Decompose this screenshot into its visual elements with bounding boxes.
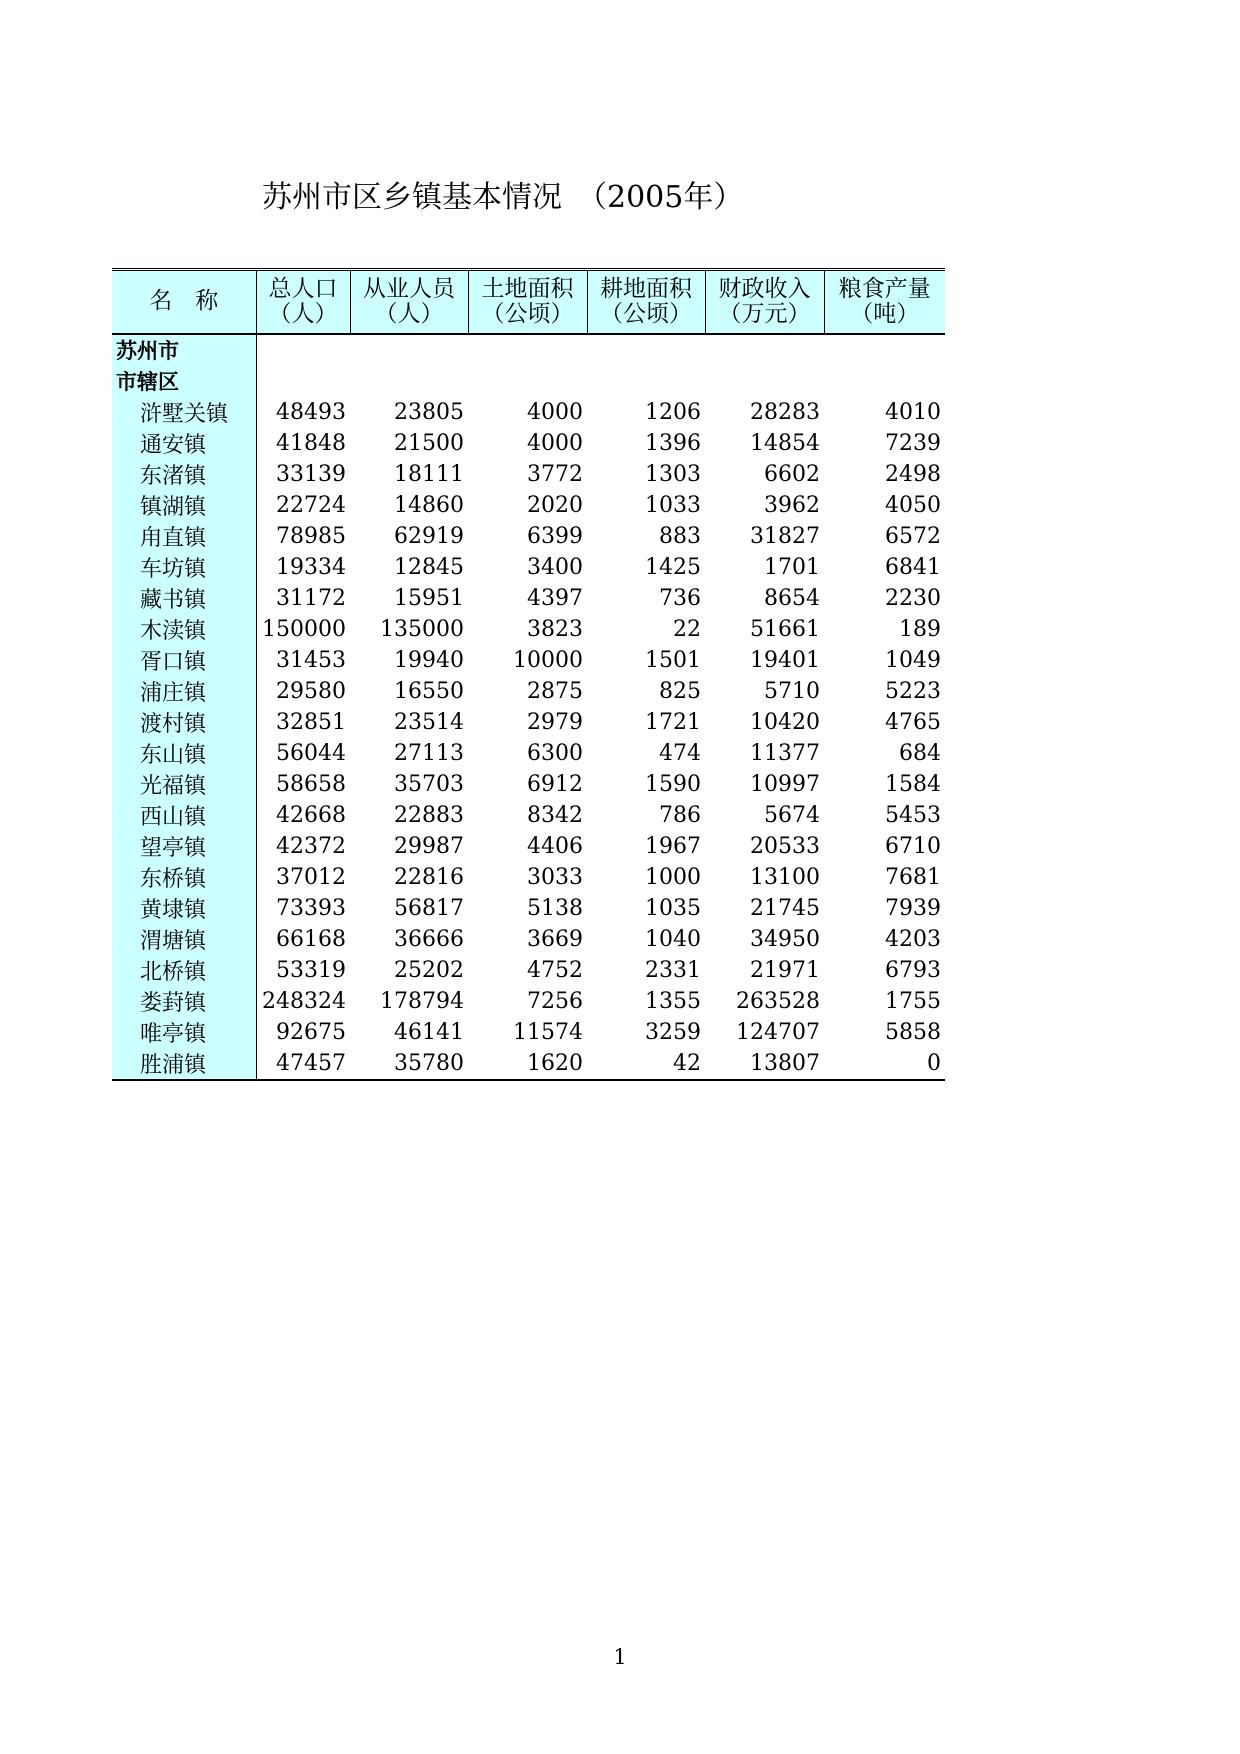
value-cell: 10420 xyxy=(750,709,820,735)
value-cell: 7256 xyxy=(527,988,583,1014)
value-cell: 25202 xyxy=(394,957,464,983)
group-label: 苏州市 xyxy=(112,334,256,366)
town-name: 唯亭镇 xyxy=(112,1017,256,1048)
value-cell: 15951 xyxy=(394,585,464,611)
table-row xyxy=(112,955,945,986)
empty-cell xyxy=(350,366,468,397)
value-cell: 12845 xyxy=(394,554,464,580)
data-table-container xyxy=(112,268,945,1081)
value-cell: 22816 xyxy=(394,864,464,890)
value-cell: 35780 xyxy=(350,1048,468,1080)
value-cell: 78985 xyxy=(276,523,346,549)
empty-cell xyxy=(468,366,587,397)
value-cell: 2875 xyxy=(527,678,583,704)
table-row xyxy=(112,614,945,645)
table-row xyxy=(112,862,945,893)
value-cell: 7681 xyxy=(885,864,941,890)
table-row xyxy=(112,1048,945,1080)
value-cell: 6300 xyxy=(527,740,583,766)
value-cell: 1355 xyxy=(645,988,701,1014)
value-cell: 22 xyxy=(673,616,701,642)
value-cell: 6710 xyxy=(885,833,941,859)
table-row xyxy=(112,459,945,490)
value-cell: 2498 xyxy=(885,461,941,487)
value-cell: 1303 xyxy=(645,461,701,487)
value-cell: 47457 xyxy=(256,1048,350,1080)
column-header-title: 从业人员 xyxy=(363,275,455,302)
town-statistics-table xyxy=(112,268,945,1081)
column-header-title: 总人口 xyxy=(268,275,338,302)
value-cell: 4203 xyxy=(885,926,941,952)
value-cell: 1584 xyxy=(885,771,941,797)
column-header-title: 土地面积 xyxy=(481,275,574,302)
table-row xyxy=(112,583,945,614)
town-name: 通安镇 xyxy=(112,428,256,459)
value-cell: 8654 xyxy=(764,585,820,611)
column-header-title: 财政收入 xyxy=(718,275,811,302)
town-name: 渡村镇 xyxy=(112,707,256,738)
value-cell: 736 xyxy=(659,585,701,611)
value-cell: 19940 xyxy=(394,647,464,673)
table-row xyxy=(112,831,945,862)
value-cell: 62919 xyxy=(394,523,464,549)
value-cell: 53319 xyxy=(276,957,346,983)
value-cell: 42668 xyxy=(276,802,346,828)
empty-cell xyxy=(824,366,945,397)
value-cell: 41848 xyxy=(276,430,346,456)
column-header-1 xyxy=(256,270,350,334)
value-cell: 4397 xyxy=(527,585,583,611)
value-cell: 21745 xyxy=(750,895,820,921)
value-cell: 1755 xyxy=(885,988,941,1014)
table-row xyxy=(112,893,945,924)
column-header-5 xyxy=(705,270,824,334)
value-cell: 4000 xyxy=(527,430,583,456)
table-row xyxy=(112,924,945,955)
value-cell: 4406 xyxy=(527,833,583,859)
value-cell: 1049 xyxy=(885,647,941,673)
value-cell: 1000 xyxy=(645,864,701,890)
town-name: 东渚镇 xyxy=(112,459,256,490)
town-name: 西山镇 xyxy=(112,800,256,831)
town-name: 娄葑镇 xyxy=(112,986,256,1017)
empty-cell xyxy=(587,366,705,397)
value-cell: 31453 xyxy=(276,647,346,673)
value-cell: 16550 xyxy=(394,678,464,704)
value-cell: 27113 xyxy=(394,740,464,766)
value-cell: 8342 xyxy=(527,802,583,828)
value-cell: 6572 xyxy=(885,523,941,549)
town-name: 东桥镇 xyxy=(112,862,256,893)
value-cell: 4010 xyxy=(885,399,941,425)
value-cell: 6793 xyxy=(885,957,941,983)
value-cell: 248324 xyxy=(262,988,346,1014)
table-row xyxy=(112,676,945,707)
empty-cell xyxy=(587,334,705,366)
town-name: 浒墅关镇 xyxy=(112,397,256,428)
value-cell: 23805 xyxy=(394,399,464,425)
empty-cell xyxy=(705,366,824,397)
town-name: 木渎镇 xyxy=(112,614,256,645)
page-title: 苏州市区乡镇基本情况 （2005年） xyxy=(262,180,744,215)
value-cell: 6602 xyxy=(764,461,820,487)
value-cell: 33139 xyxy=(276,461,346,487)
table-row xyxy=(112,800,945,831)
value-cell: 825 xyxy=(659,678,701,704)
value-cell: 20533 xyxy=(750,833,820,859)
town-name: 胜浦镇 xyxy=(112,1048,256,1080)
value-cell: 4000 xyxy=(527,399,583,425)
value-cell: 1590 xyxy=(645,771,701,797)
group-row xyxy=(112,334,945,366)
value-cell: 6399 xyxy=(527,523,583,549)
value-cell: 66168 xyxy=(276,926,346,952)
empty-cell xyxy=(824,334,945,366)
value-cell: 73393 xyxy=(276,895,346,921)
value-cell: 10997 xyxy=(750,771,820,797)
value-cell: 4050 xyxy=(885,492,941,518)
table-row xyxy=(112,769,945,800)
value-cell: 2331 xyxy=(645,957,701,983)
value-cell: 1396 xyxy=(645,430,701,456)
value-cell: 5858 xyxy=(885,1019,941,1045)
column-header-unit: （公顷） xyxy=(481,300,574,327)
value-cell: 1721 xyxy=(645,709,701,735)
value-cell: 11377 xyxy=(750,740,820,766)
column-header-unit: （人） xyxy=(374,300,444,327)
column-header-unit: （吨） xyxy=(850,300,920,327)
value-cell: 28283 xyxy=(750,399,820,425)
value-cell: 178794 xyxy=(380,988,464,1014)
value-cell: 3400 xyxy=(527,554,583,580)
value-cell: 51661 xyxy=(750,616,820,642)
town-name: 甪直镇 xyxy=(112,521,256,552)
table-row xyxy=(112,645,945,676)
value-cell: 5453 xyxy=(885,802,941,828)
column-header-0 xyxy=(112,270,256,334)
table-body xyxy=(112,334,945,1080)
table-row xyxy=(112,707,945,738)
column-header-unit: （万元） xyxy=(718,300,811,327)
value-cell: 7939 xyxy=(885,895,941,921)
table-row xyxy=(112,490,945,521)
value-cell: 1033 xyxy=(645,492,701,518)
value-cell: 13100 xyxy=(750,864,820,890)
value-cell: 150000 xyxy=(262,616,346,642)
value-cell: 5674 xyxy=(764,802,820,828)
town-name: 黄埭镇 xyxy=(112,893,256,924)
group-row xyxy=(112,366,945,397)
column-header-6 xyxy=(824,270,945,334)
value-cell: 3669 xyxy=(527,926,583,952)
value-cell: 5138 xyxy=(527,895,583,921)
value-cell: 21500 xyxy=(394,430,464,456)
column-header-2 xyxy=(350,270,468,334)
value-cell: 35703 xyxy=(394,771,464,797)
town-name: 车坊镇 xyxy=(112,552,256,583)
value-cell: 189 xyxy=(899,616,941,642)
value-cell: 34950 xyxy=(750,926,820,952)
table-row xyxy=(112,521,945,552)
empty-cell xyxy=(256,366,350,397)
town-name: 望亭镇 xyxy=(112,831,256,862)
table-row xyxy=(112,428,945,459)
column-header-unit: （公顷） xyxy=(600,300,692,327)
value-cell: 1206 xyxy=(645,399,701,425)
column-header-title: 粮食产量 xyxy=(838,275,931,302)
value-cell: 14854 xyxy=(750,430,820,456)
value-cell: 18111 xyxy=(394,461,464,487)
column-header-unit: （人） xyxy=(268,300,338,327)
value-cell: 1620 xyxy=(468,1048,587,1080)
town-name: 胥口镇 xyxy=(112,645,256,676)
value-cell: 92675 xyxy=(276,1019,346,1045)
value-cell: 2230 xyxy=(885,585,941,611)
value-cell: 42 xyxy=(587,1048,705,1080)
value-cell: 1425 xyxy=(645,554,701,580)
value-cell: 4752 xyxy=(527,957,583,983)
column-header-title: 名 称 xyxy=(149,288,219,315)
table-row xyxy=(112,397,945,428)
value-cell: 5710 xyxy=(764,678,820,704)
value-cell: 124707 xyxy=(736,1019,820,1045)
value-cell: 31827 xyxy=(750,523,820,549)
value-cell: 2020 xyxy=(527,492,583,518)
table-row xyxy=(112,986,945,1017)
town-name: 浦庄镇 xyxy=(112,676,256,707)
column-header-title: 耕地面积 xyxy=(600,275,692,302)
value-cell: 3259 xyxy=(645,1019,701,1045)
empty-cell xyxy=(705,334,824,366)
value-cell: 32851 xyxy=(276,709,346,735)
table-row xyxy=(112,738,945,769)
value-cell: 19401 xyxy=(750,647,820,673)
value-cell: 4765 xyxy=(885,709,941,735)
value-cell: 22883 xyxy=(394,802,464,828)
value-cell: 46141 xyxy=(394,1019,464,1045)
town-name: 渭塘镇 xyxy=(112,924,256,955)
value-cell: 56044 xyxy=(276,740,346,766)
value-cell: 6841 xyxy=(885,554,941,580)
value-cell: 48493 xyxy=(276,399,346,425)
empty-cell xyxy=(468,334,587,366)
value-cell: 3772 xyxy=(527,461,583,487)
value-cell: 1035 xyxy=(645,895,701,921)
value-cell: 474 xyxy=(659,740,701,766)
value-cell: 1501 xyxy=(645,647,701,673)
value-cell: 31172 xyxy=(276,585,346,611)
value-cell: 58658 xyxy=(276,771,346,797)
town-name: 光福镇 xyxy=(112,769,256,800)
value-cell: 11574 xyxy=(513,1019,583,1045)
value-cell: 42372 xyxy=(276,833,346,859)
town-name: 北桥镇 xyxy=(112,955,256,986)
value-cell: 883 xyxy=(659,523,701,549)
value-cell: 3962 xyxy=(764,492,820,518)
value-cell: 3033 xyxy=(527,864,583,890)
value-cell: 23514 xyxy=(394,709,464,735)
town-name: 藏书镇 xyxy=(112,583,256,614)
column-header-3 xyxy=(468,270,587,334)
column-header-4 xyxy=(587,270,705,334)
value-cell: 263528 xyxy=(736,988,820,1014)
value-cell: 14860 xyxy=(394,492,464,518)
value-cell: 19334 xyxy=(276,554,346,580)
value-cell: 1040 xyxy=(645,926,701,952)
value-cell: 36666 xyxy=(394,926,464,952)
table-header-row xyxy=(112,270,945,334)
value-cell: 6912 xyxy=(527,771,583,797)
table-row xyxy=(112,1017,945,1048)
page-number: 1 xyxy=(613,1645,627,1669)
group-label: 市辖区 xyxy=(112,366,256,397)
value-cell: 1701 xyxy=(764,554,820,580)
value-cell: 29580 xyxy=(276,678,346,704)
value-cell: 37012 xyxy=(276,864,346,890)
empty-cell xyxy=(256,334,350,366)
value-cell: 3823 xyxy=(527,616,583,642)
value-cell: 29987 xyxy=(394,833,464,859)
value-cell: 7239 xyxy=(885,430,941,456)
value-cell: 2979 xyxy=(527,709,583,735)
empty-cell xyxy=(350,334,468,366)
value-cell: 21971 xyxy=(750,957,820,983)
town-name: 镇湖镇 xyxy=(112,490,256,521)
value-cell: 56817 xyxy=(394,895,464,921)
value-cell: 684 xyxy=(899,740,941,766)
town-name: 东山镇 xyxy=(112,738,256,769)
value-cell: 22724 xyxy=(276,492,346,518)
value-cell: 5223 xyxy=(885,678,941,704)
value-cell: 0 xyxy=(824,1048,945,1080)
value-cell: 1967 xyxy=(645,833,701,859)
value-cell: 13807 xyxy=(705,1048,824,1080)
value-cell: 10000 xyxy=(513,647,583,673)
value-cell: 786 xyxy=(659,802,701,828)
value-cell: 135000 xyxy=(380,616,464,642)
table-row xyxy=(112,552,945,583)
